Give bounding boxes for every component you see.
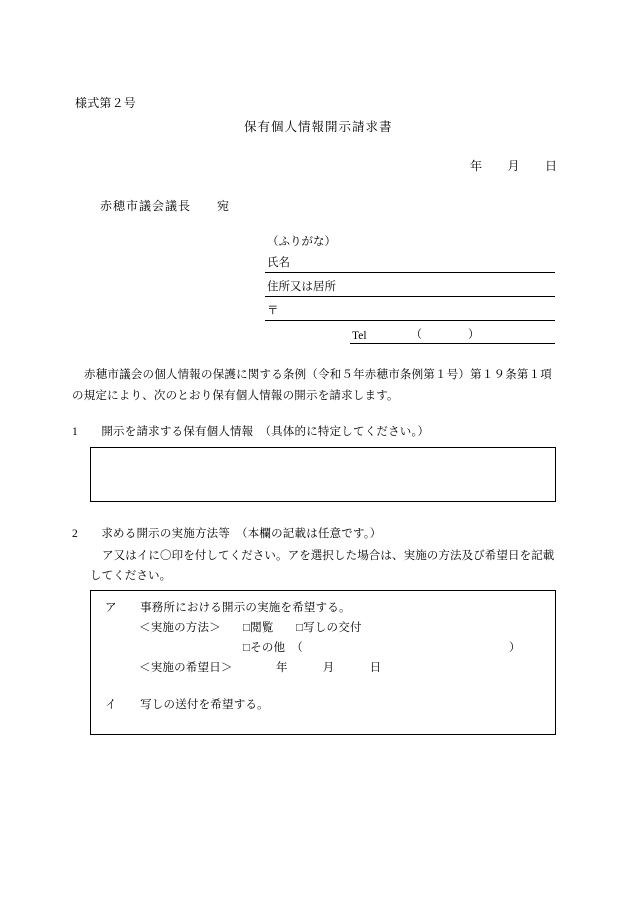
method-checkbox-viewing[interactable]: □閲覧 — [243, 622, 274, 634]
option-i[interactable]: イ 写しの送付を希望する。 — [105, 699, 269, 711]
tel-field-row[interactable] — [265, 322, 555, 344]
date-line: 年 月 日 — [470, 159, 558, 173]
option-a[interactable]: ア 事務所における開示の実施を希望する。 — [105, 602, 351, 614]
item2-note: ア又はイに〇印を付してください。アを選択した場合は、実施の方法及び希望日を記載してください。 — [90, 550, 555, 583]
item1-heading — [72, 424, 429, 441]
furigana-label: （ふりがな） — [267, 236, 336, 248]
item2-options-box — [90, 590, 556, 735]
method-other-paren-close: ） — [509, 642, 521, 654]
address-field-row[interactable] — [265, 274, 555, 297]
item2-heading — [72, 526, 381, 543]
method-checkbox-copy[interactable]: □写しの交付 — [296, 622, 362, 634]
address-label: 住所又は居所 — [267, 281, 336, 293]
applicant-block — [265, 233, 555, 344]
name-label: 氏名 — [267, 257, 290, 269]
tel-paren: （ ） — [410, 329, 480, 341]
item2-number: 2 — [72, 528, 78, 540]
method-checkbox-other[interactable]: □その他 （ — [243, 642, 303, 654]
postal-field-row[interactable] — [265, 298, 555, 321]
form-number: 様式第２号 — [75, 96, 137, 110]
method-label: ＜実施の方法＞ — [139, 622, 221, 634]
postal-label: 〒 — [267, 305, 279, 317]
item2-label: 求める開示の実施方法等 （本欄の記載は任意です。） — [101, 528, 382, 540]
tel-label: Tel — [352, 330, 367, 342]
document-title: 保有個人情報開示請求書 — [244, 120, 393, 134]
item1-number: 1 — [72, 426, 78, 438]
wish-date-value[interactable]: 年 月 日 — [276, 662, 382, 674]
body-paragraph: 赤穂市議会の個人情報の保護に関する条例（令和５年赤穂市条例第１号）第１９条第１項の規定により、次のとおり保有個人情報の開示を請求します。 — [72, 369, 552, 403]
item1-input-box[interactable] — [90, 447, 556, 502]
item1-label: 開示を請求する保有個人情報 （具体的に特定してください。） — [101, 426, 430, 438]
name-field-row[interactable] — [265, 250, 555, 273]
wish-date-label: ＜実施の希望日＞ — [139, 662, 233, 674]
addressee: 赤穂市議会議長 宛 — [100, 199, 231, 213]
